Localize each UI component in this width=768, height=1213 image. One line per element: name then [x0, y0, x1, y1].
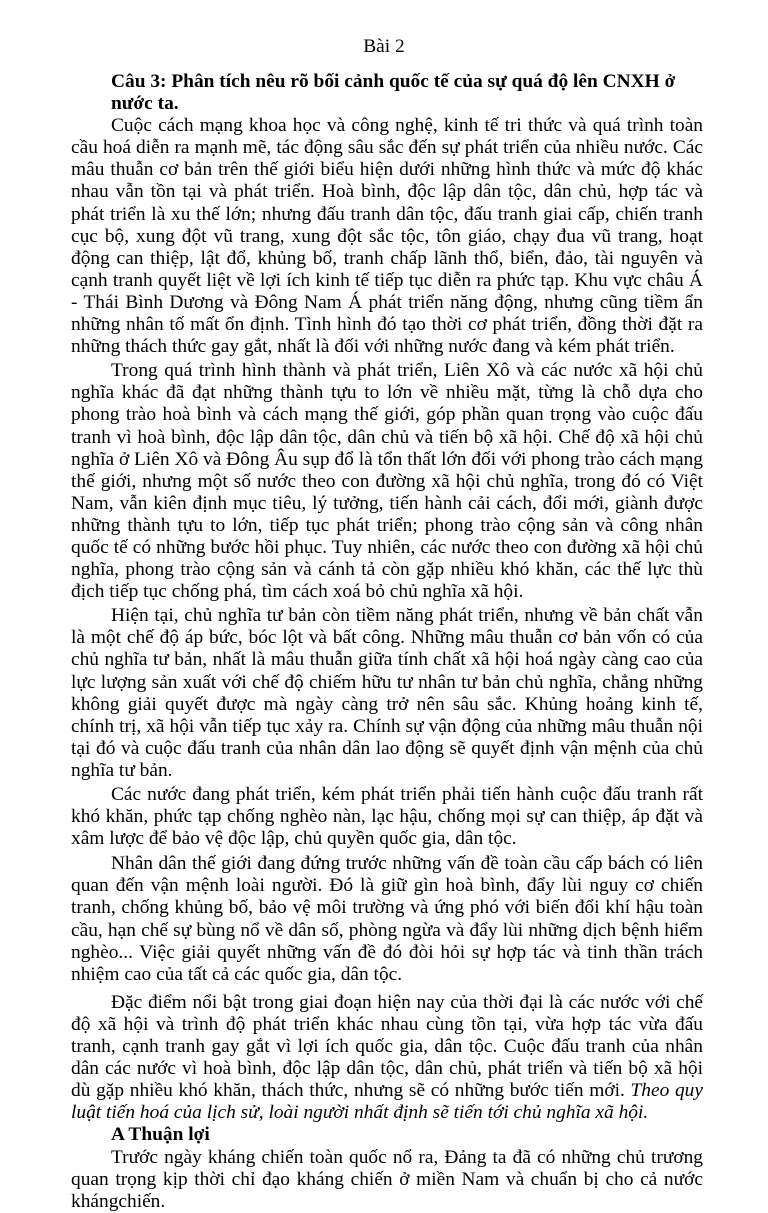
- paragraph-capitalism: Hiện tại, chủ nghĩa tư bản còn tiềm năng phát triển, nhưng về bản chất vẫn là một chế độ áp bức, bóc lột và bất công. Những mâu thuẫn cơ bản vốn có của chủ nghĩa tư bản, nhất là mâu thuẫn giữa tính chất xã hội hoá ngày càng cao của lực lượng sản xuất với chế độ chiếm hữu tư nhân tư bản chủ nghĩa, chẳng những không giải quyết được mà ngày càng trở nên sâu sắc. Khủng hoảng kinh tế, chính trị, xã hội vẫn tiếp tục xảy ra. Chính sự vận động của những mâu thuẫn nội tại đó và cuộc đấu tranh của nhân dân lao động sẽ quyết định vận mệnh của chủ nghĩa tư bản.: [71, 605, 703, 781]
- question-heading: Câu 3: Phân tích nêu rõ bối cảnh quốc tế của sự quá độ lên CNXH ở nước ta.: [111, 71, 676, 115]
- paragraph-socialist-countries: Trong quá trình hình thành và phát triển, Liên Xô và các nước xã hội chủ nghĩa khác đã đạt những thành tựu to lớn về nhiều mặt, từng là chỗ dựa cho phong trào hoà bình và cách mạng thế giới, góp phần quan trọng vào cuộc đấu tranh vì hoà bình, độc lập dân tộc, dân chủ và tiến bộ xã hội. Chế độ xã hội chủ nghĩa ở Liên Xô và Đông Âu sụp đổ là tổn thất lớn đối với phong trào cách mạng thế giới, nhưng một số nước theo con đường xã hội chủ nghĩa, trong đó có Việt Nam, vẫn kiên định mục tiêu, lý tưởng, tiến hành cải cách, đổi mới, giành được những thành tựu to lớn, tiếp tục phát triển; phong trào cộng sản và công nhân quốc tế có những bước hồi phục. Tuy nhiên, các nước theo con đường xã hội chủ nghĩa, phong trào cộng sản và cánh tả còn gặp nhiều khó khăn, các thế lực thù địch tiếp tục chống phá, tìm cách xoá bỏ chủ nghĩa xã hội.: [71, 360, 703, 603]
- paragraph-context-overview: Cuộc cách mạng khoa học và công nghệ, kinh tế tri thức và quá trình toàn cầu hoá diễn ra mạnh mẽ, tác động sâu sắc đến sự phát triển của nhiều nước. Các mâu thuẫn cơ bản trên thế giới biểu hiện dưới những hình thức và mức độ khác nhau vẫn tồn tại và phát triển. Hoà bình, độc lập dân tộc, dân chủ, hợp tác và phát triển là xu thế lớn; nhưng đấu tranh dân tộc, đấu tranh giai cấp, chiến tranh cục bộ, xung đột vũ trang, xung đột sắc tộc, tôn giáo, chạy đua vũ trang, hoạt động can thiệp, lật đổ, khủng bố, tranh chấp lãnh thổ, biển, đảo, tài nguyên và cạnh tranh quyết liệt về lợi ích kinh tế tiếp tục diễn ra phức tạp. Khu vực châu Á - Thái Bình Dương và Đông Nam Á phát triển năng động, nhưng cũng tiềm ẩn những nhân tố mất ổn định. Tình hình đó tạo thời cơ phát triển, đồng thời đặt ra những thách thức gay gắt, nhất là đối với những nước đang và kém phát triển.: [71, 115, 703, 358]
- paragraph-era-characteristics: [71, 992, 703, 1125]
- era-characteristics-text: Đặc điểm nổi bật trong giai đoạn hiện nay của thời đại là các nước với chế độ xã hội và trình độ phát triển khác nhau cùng tồn tại, vừa hợp tác vừa đấu tranh, cạnh tranh gay gắt vì lợi ích quốc gia, dân tộc. Cuộc đấu tranh của nhân dân các nước vì hoà bình, độc lập dân tộc, dân chủ, phát triển và tiến bộ xã hội dù gặp nhiều khó khăn, thách thức, nhưng sẽ có những bước tiến mới.: [71, 991, 703, 1102]
- era-conclusion-italic: Theo quy luật tiến hoá của lịch sử, loài người nhất định sẽ tiến tới chủ nghĩa xã hội.: [71, 1080, 703, 1124]
- section-heading-advantages: A Thuận lợi: [111, 1124, 210, 1146]
- paragraph-global-issues: Nhân dân thế giới đang đứng trước những vấn đề toàn cầu cấp bách có liên quan đến vận mệnh loài người. Đó là giữ gìn hoà bình, đẩy lùi nguy cơ chiến tranh, chống khủng bố, bảo vệ môi trường và ứng phó với biến đổi khí hậu toàn cầu, hạn chế sự bùng nổ về dân số, phòng ngừa và đẩy lùi những dịch bệnh hiểm nghèo... Việc giải quyết những vấn đề đó đòi hỏi sự hợp tác và tinh thần trách nhiệm cao của tất cả các quốc gia, dân tộc.: [71, 853, 703, 985]
- document-body: [71, 71, 703, 1213]
- lesson-title: Bài 2: [363, 36, 405, 57]
- paragraph-developing-countries: Các nước đang phát triển, kém phát triển phải tiến hành cuộc đấu tranh rất khó khăn, phức tạp chống nghèo nàn, lạc hậu, chống mọi sự can thiệp, áp đặt và xâm lược để bảo vệ độc lập, chủ quyền quốc gia, dân tộc.: [71, 784, 703, 850]
- paragraph-advantages: Trước ngày kháng chiến toàn quốc nổ ra, Đảng ta đã có những chủ trương quan trọng kịp thời chỉ đạo kháng chiến ở miền Nam và chuẩn bị cho cả nước khángchiến.: [71, 1146, 703, 1212]
